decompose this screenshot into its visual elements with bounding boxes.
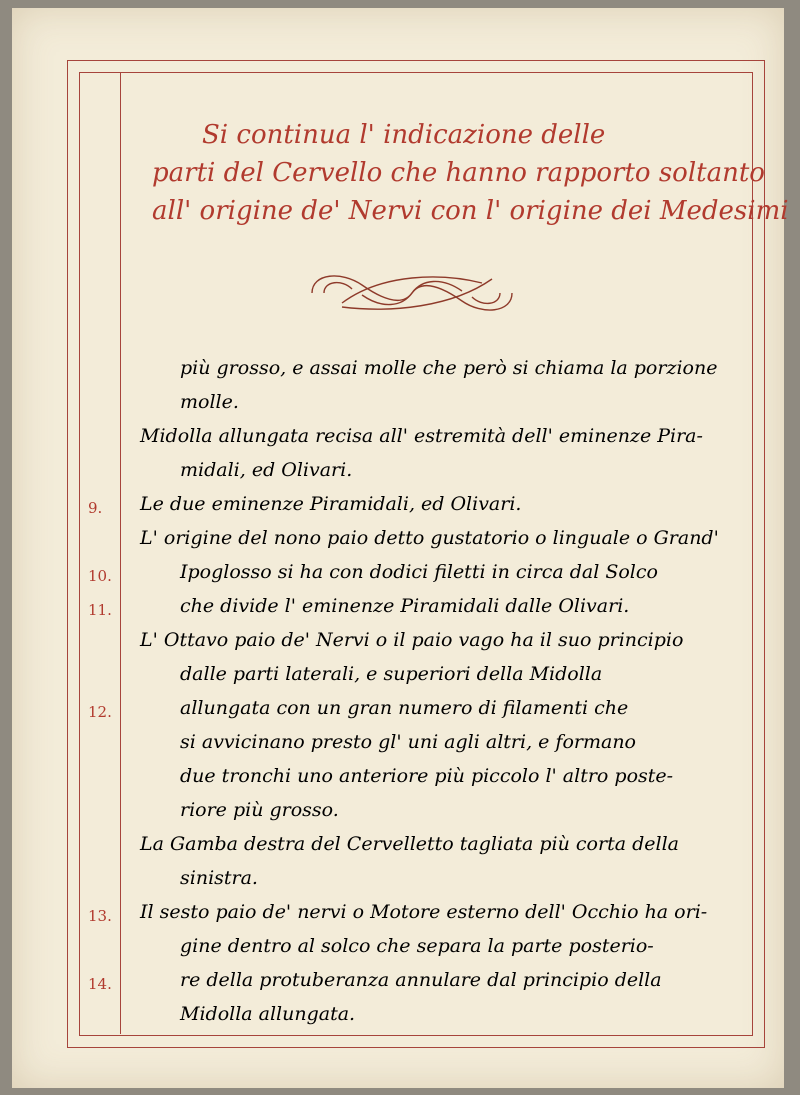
entry-line: dalle parti laterali, e superiori della Midolla [180,663,603,685]
margin-rule [120,72,121,1034]
entry-line: re della protuberanza annulare dal principio della [180,969,662,991]
entry-line: La Gamba destra del Cervelletto tagliata più corta della [140,833,679,855]
entry-line: Midolla allungata recisa all' estremità dell' eminenze Pira- [140,425,703,447]
entry-number: 12. [88,703,112,721]
entry-line: che divide l' eminenze Piramidali dalle Olivari. [180,595,630,617]
entry-line: si avvicinano presto gl' uni agli altri, e formano [180,731,636,753]
entry-number: 14. [88,975,112,993]
entry-line: molle. [180,391,239,413]
entry-number: 11. [88,601,112,619]
entry-line: sinistra. [180,867,258,889]
entry-line: più grosso, e assai molle che però si chiama la porzione [180,357,718,379]
entry-line: Ipoglosso si ha con dodici filetti in circa dal Solco [180,561,658,583]
title-line-2: parti del Cervello che hanno rapporto soltanto [152,158,765,188]
entry-line: L' Ottavo paio de' Nervi o il paio vago ha il suo principio [140,629,684,651]
entry-line: Midolla allungata. [180,1003,356,1025]
entry-number: 13. [88,907,112,925]
entry-number: 9. [88,499,103,517]
paper-sheet [12,8,789,1088]
title-line-3: all' origine de' Nervi con l' origine dei Medesimi [152,196,789,226]
flourish-outer-right [472,293,500,303]
entry-line: midali, ed Olivari. [180,459,353,481]
entry-line: Il sesto paio de' nervi o Motore esterno dell' Occhio ha ori- [140,901,708,923]
entry-line: L' origine del nono paio detto gustatorio o linguale o Grand' [140,527,719,549]
page-title [152,116,789,230]
entry-line: gine dentro al solco che separa la parte posterio- [180,935,654,957]
title-line-1: Si continua l' indicazione delle [202,120,606,150]
entry-line: Le due eminenze Piramidali, ed Olivari. [140,493,522,515]
entry-line: due tronchi uno anteriore più piccolo l' altro poste- [180,765,674,787]
flourish-cross-stroke-2 [342,279,492,309]
flourish-outer-left [324,283,352,293]
entry-line: riore più grosso. [180,799,339,821]
flourish-ornament [302,263,522,323]
entry-line: allungata con un gran numero di filamenti che [180,697,629,719]
entry-number: 10. [88,567,112,585]
